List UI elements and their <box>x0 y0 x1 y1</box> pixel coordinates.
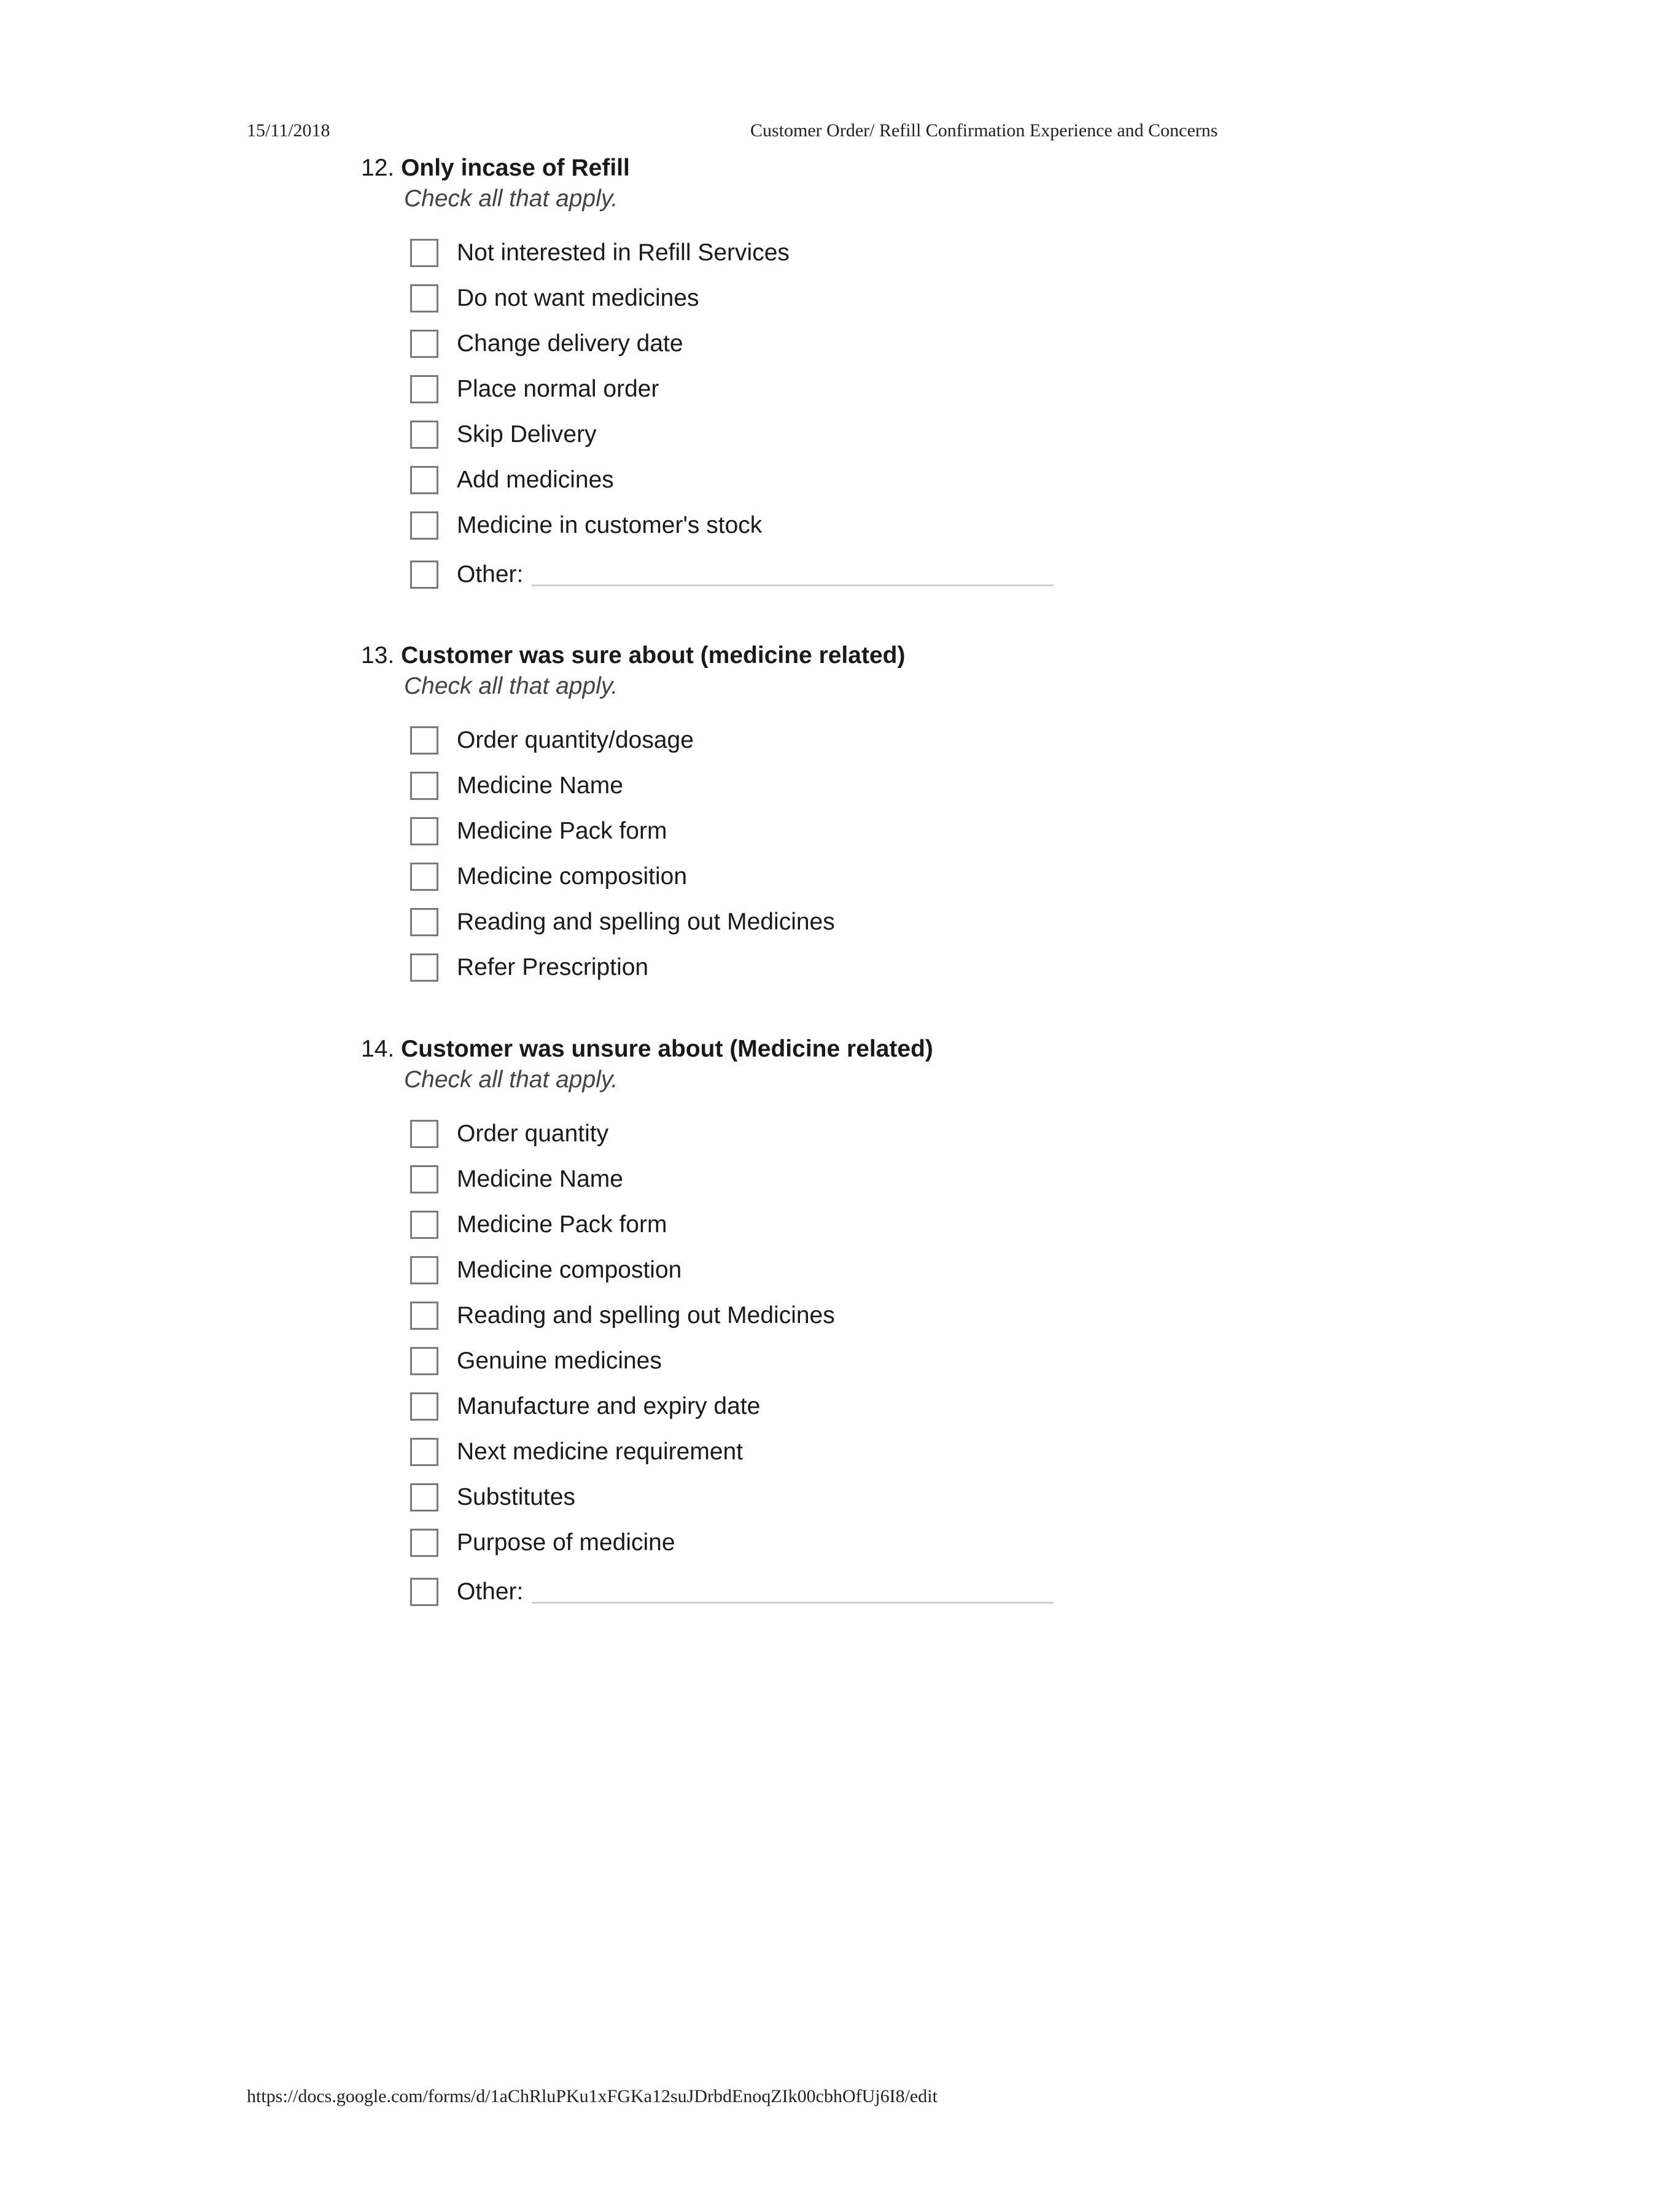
checkbox[interactable] <box>410 330 438 358</box>
option-do-not-want-medicines[interactable] <box>410 276 1282 321</box>
option-label: Medicine Pack form <box>457 818 667 844</box>
question-number: 13. <box>361 642 395 669</box>
option-skip-delivery[interactable] <box>410 412 1282 457</box>
option-label: Do not want medicines <box>457 285 699 311</box>
option-label: Substitutes <box>457 1484 575 1510</box>
option-label: Place normal order <box>457 376 659 402</box>
option-genuine-medicines[interactable] <box>410 1338 1282 1384</box>
checkbox[interactable] <box>410 375 438 403</box>
option-label: Add medicines <box>457 467 614 493</box>
checkbox[interactable] <box>410 1529 438 1557</box>
option-label: Medicine Name <box>457 772 623 799</box>
option-medicine-pack-form[interactable] <box>410 809 1282 854</box>
option-label: Order quantity/dosage <box>457 727 694 753</box>
question-text: Customer was unsure about (Medicine related) <box>401 1036 933 1062</box>
question-14 <box>361 1034 1282 1618</box>
other-text-input[interactable] <box>532 1602 1054 1604</box>
option-medicine-composition[interactable] <box>410 854 1282 899</box>
checkbox[interactable] <box>410 561 438 589</box>
option-substitutes[interactable] <box>410 1475 1282 1520</box>
question-title <box>361 153 1282 184</box>
checkbox[interactable] <box>410 772 438 800</box>
print-footer-url: https://docs.google.com/forms/d/1aChRluPKu1xFGKa12suJDrbdEnoqZIk00cbhOfUj6I8/edit <box>247 2086 938 2106</box>
checkbox[interactable] <box>410 466 438 494</box>
option-label: Purpose of medicine <box>457 1529 675 1556</box>
option-label: Medicine in customer's stock <box>457 512 763 538</box>
checkbox[interactable] <box>410 511 438 540</box>
checkbox[interactable] <box>410 726 438 755</box>
checkbox[interactable] <box>410 1120 438 1148</box>
options-list <box>410 230 1282 601</box>
option-label: Medicine compostion <box>457 1257 682 1283</box>
option-label: Medicine Pack form <box>457 1211 667 1238</box>
option-label: Medicine composition <box>457 863 688 890</box>
checkbox[interactable] <box>410 1578 438 1606</box>
question-hint: Check all that apply. <box>404 185 618 212</box>
checkbox[interactable] <box>410 1211 438 1239</box>
question-12 <box>361 153 1282 601</box>
question-number: 14. <box>361 1036 395 1062</box>
other-text-input[interactable] <box>532 584 1054 586</box>
print-header <box>0 120 1654 151</box>
checkbox[interactable] <box>410 239 438 267</box>
option-medicine-name[interactable] <box>410 1157 1282 1202</box>
checkbox[interactable] <box>410 421 438 449</box>
question-number: 12. <box>361 155 395 181</box>
print-date: 15/11/2018 <box>247 120 330 141</box>
option-medicine-pack-form[interactable] <box>410 1202 1282 1248</box>
question-text: Customer was sure about (medicine related) <box>401 642 906 669</box>
option-purpose-of-medicine[interactable] <box>410 1520 1282 1566</box>
option-next-medicine-requirement[interactable] <box>410 1429 1282 1475</box>
checkbox[interactable] <box>410 284 438 312</box>
option-label: Reading and spelling out Medicines <box>457 909 835 935</box>
option-label: Not interested in Refill Services <box>457 239 790 266</box>
checkbox[interactable] <box>410 1256 438 1284</box>
options-list <box>410 1111 1282 1618</box>
option-order-quantity-dosage[interactable] <box>410 718 1282 763</box>
option-label: Genuine medicines <box>457 1348 662 1374</box>
print-form-title: Customer Order/ Refill Confirmation Experience and Concerns <box>750 120 1218 141</box>
option-refer-prescription[interactable] <box>410 945 1282 990</box>
options-list <box>410 718 1282 990</box>
option-label: Order quantity <box>457 1120 609 1147</box>
option-label: Change delivery date <box>457 330 683 357</box>
option-manufacture-and-expiry-date[interactable] <box>410 1384 1282 1429</box>
option-label: Medicine Name <box>457 1166 623 1192</box>
option-label: Next medicine requirement <box>457 1438 744 1465</box>
option-reading-and-spelling[interactable] <box>410 899 1282 945</box>
checkbox[interactable] <box>410 1302 438 1330</box>
option-medicine-compostion[interactable] <box>410 1248 1282 1293</box>
option-order-quantity[interactable] <box>410 1111 1282 1157</box>
option-medicine-name[interactable] <box>410 763 1282 809</box>
option-not-interested-in-refill-services[interactable] <box>410 230 1282 276</box>
option-label: Other: <box>457 561 524 588</box>
checkbox[interactable] <box>410 1483 438 1512</box>
question-hint: Check all that apply. <box>404 1066 618 1093</box>
checkbox[interactable] <box>410 908 438 936</box>
question-title <box>361 1034 1282 1065</box>
checkbox[interactable] <box>410 863 438 891</box>
option-label: Reading and spelling out Medicines <box>457 1302 835 1329</box>
option-medicine-in-customers-stock[interactable] <box>410 503 1282 548</box>
option-label: Other: <box>457 1578 524 1605</box>
question-13 <box>361 640 1282 990</box>
checkbox[interactable] <box>410 1347 438 1375</box>
option-other[interactable] <box>410 548 1282 601</box>
checkbox[interactable] <box>410 817 438 845</box>
option-add-medicines[interactable] <box>410 457 1282 503</box>
checkbox[interactable] <box>410 1392 438 1421</box>
checkbox[interactable] <box>410 953 438 982</box>
option-label: Manufacture and expiry date <box>457 1393 761 1419</box>
option-label: Skip Delivery <box>457 421 597 448</box>
question-title <box>361 640 1282 671</box>
checkbox[interactable] <box>410 1165 438 1193</box>
option-label: Refer Prescription <box>457 954 649 980</box>
option-change-delivery-date[interactable] <box>410 321 1282 367</box>
option-reading-and-spelling[interactable] <box>410 1293 1282 1338</box>
option-other[interactable] <box>410 1566 1282 1618</box>
question-hint: Check all that apply. <box>404 673 618 699</box>
option-place-normal-order[interactable] <box>410 367 1282 412</box>
checkbox[interactable] <box>410 1438 438 1466</box>
question-text: Only incase of Refill <box>401 155 630 181</box>
